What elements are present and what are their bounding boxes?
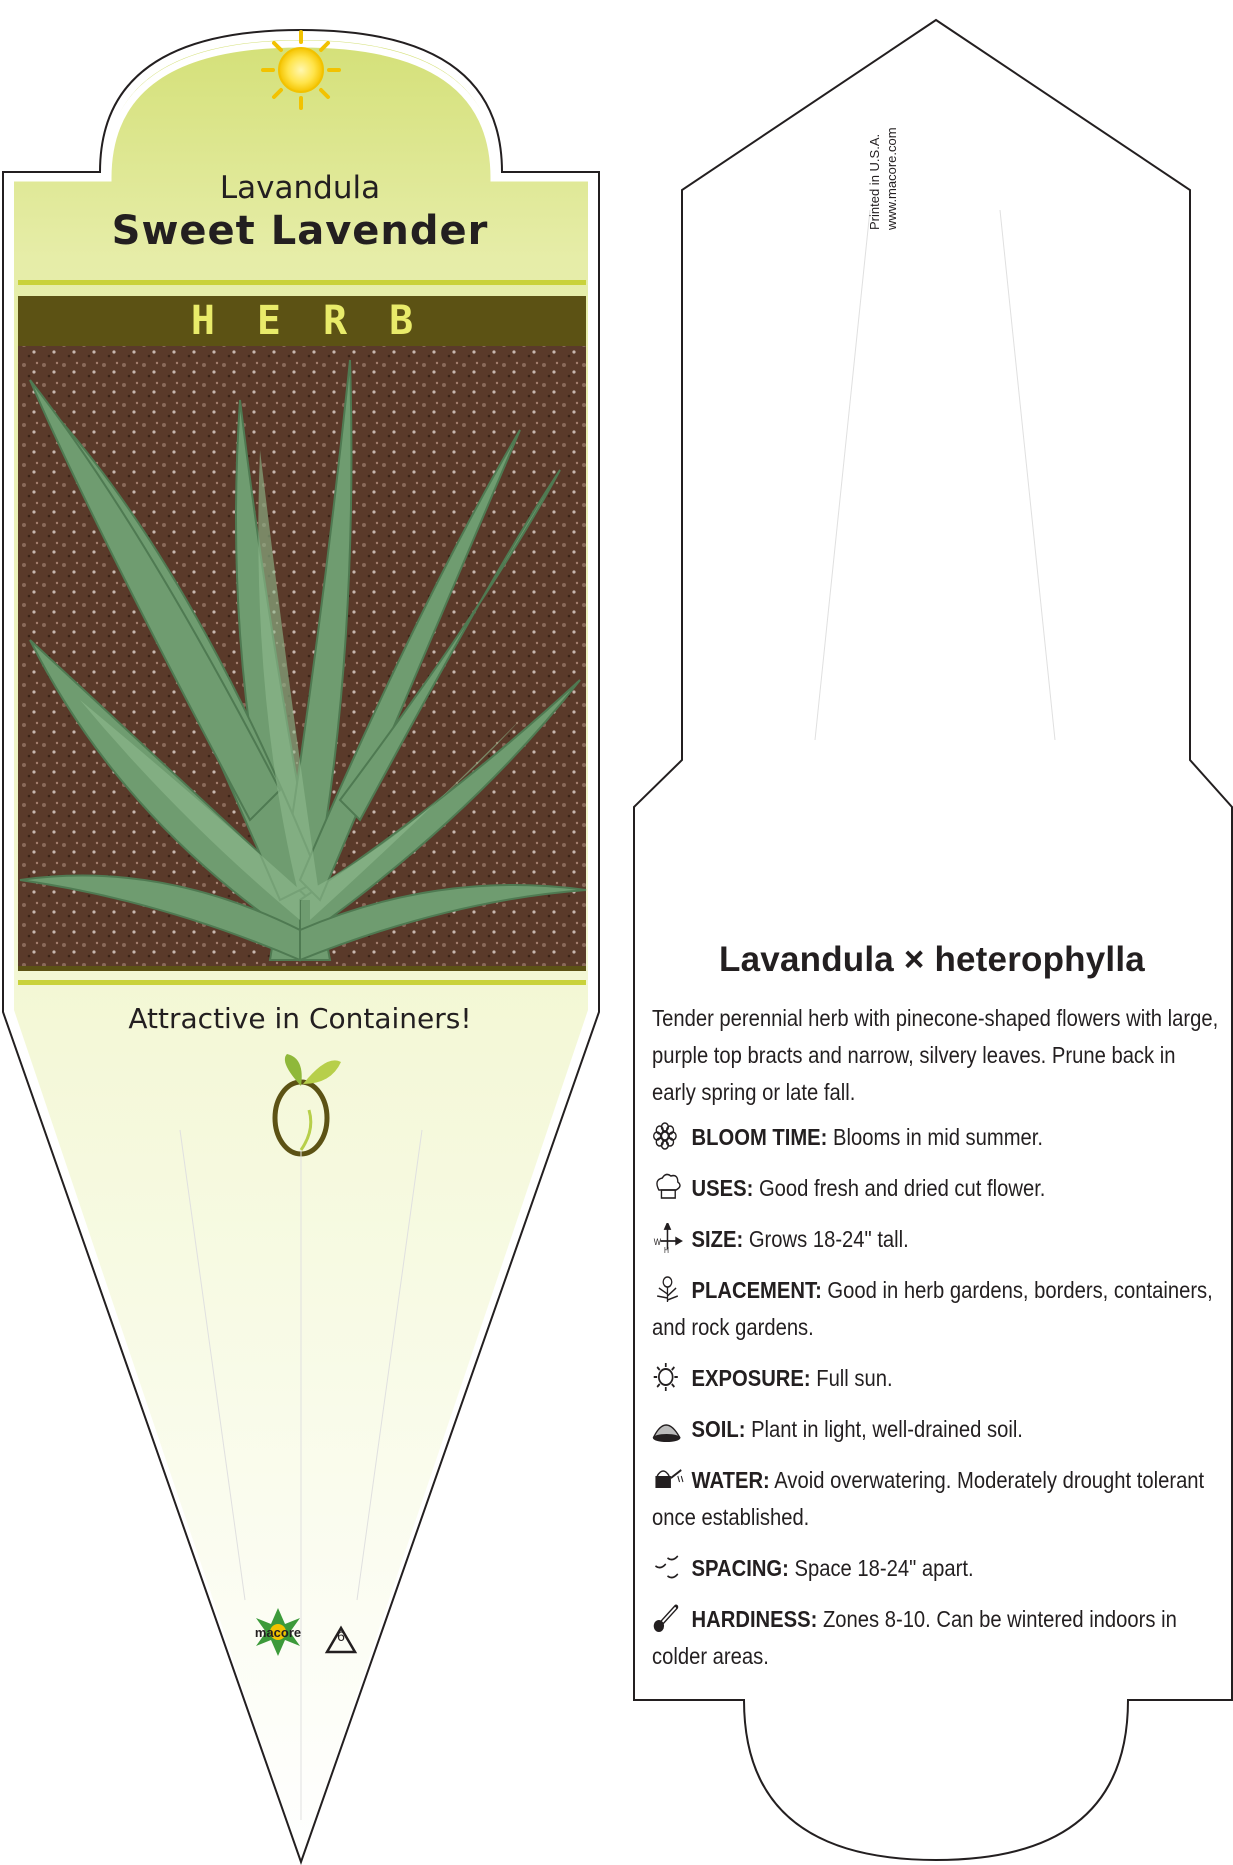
attribute-hardiness — [652, 1601, 1220, 1675]
attr-text: Avoid overwatering. Moderately drought tolerant once established. — [652, 1467, 1205, 1530]
back-info — [652, 940, 1222, 1689]
attr-text: Zones 8-10. Can be wintered indoors in colder areas. — [652, 1606, 1177, 1669]
attr-text: Good fresh and dried cut flower. — [758, 1175, 1046, 1201]
plant-description: Tender perennial herb with pinecone-shaped flowers with large, purple top bracts and narrow, silvery leaves. Prune back in early spring or late fall. — [652, 1005, 1219, 1105]
attr-label: HARDINESS: — [691, 1606, 818, 1632]
attr-label: BLOOM TIME: — [691, 1124, 828, 1150]
attribute-placement — [652, 1272, 1220, 1346]
attribute-uses — [652, 1170, 1220, 1207]
attribute-soil — [652, 1411, 1220, 1448]
svg-text:W: W — [653, 1236, 662, 1248]
attribute-water — [652, 1462, 1220, 1536]
botanical-name: Lavandula × heterophylla — [719, 940, 1145, 979]
flower-icon — [652, 1121, 692, 1151]
attr-label: PLACEMENT: — [691, 1277, 822, 1303]
attribute-size — [652, 1221, 1220, 1258]
chef-hat-icon — [652, 1172, 692, 1202]
genus-name: Lavandula — [219, 170, 381, 206]
attr-label: EXPOSURE: — [691, 1365, 811, 1391]
attr-label: SIZE: — [691, 1226, 744, 1252]
attr-text: Space 18-24" apart. — [794, 1555, 974, 1581]
recycle-code: 6 — [337, 1628, 345, 1644]
attr-label: WATER: — [691, 1467, 770, 1493]
watering-can-icon — [652, 1464, 692, 1494]
attribute-spacing — [652, 1550, 1220, 1587]
attr-text: Full sun. — [816, 1365, 893, 1391]
attr-text: Grows 18-24" tall. — [748, 1226, 909, 1252]
lavender-foliage-photo — [18, 346, 586, 966]
printed-in-usa — [866, 90, 900, 230]
common-name: Sweet Lavender — [111, 208, 489, 254]
garden-plants-icon — [652, 1274, 692, 1304]
attr-label: SPACING: — [691, 1555, 789, 1581]
printed-url: www.macore.com — [884, 127, 899, 230]
soil-mound-icon — [652, 1413, 692, 1443]
brand-name: macore — [254, 1625, 302, 1640]
thermometer-icon — [652, 1603, 692, 1633]
attribute-bloom-time — [652, 1119, 1220, 1156]
attr-label: SOIL: — [691, 1416, 746, 1442]
attr-text: Plant in light, well-drained soil. — [751, 1416, 1023, 1442]
attr-text: Blooms in mid summer. — [833, 1124, 1044, 1150]
category-band: HERB — [190, 298, 456, 344]
sun-icon — [263, 32, 339, 108]
attr-label: USES: — [691, 1175, 754, 1201]
svg-text:H: H — [664, 1245, 670, 1253]
spacing-arrows-icon — [652, 1552, 692, 1582]
printed-line-1: Printed in U.S.A. — [867, 133, 882, 230]
attribute-exposure — [652, 1360, 1220, 1397]
tagline: Attractive in Containers! — [128, 1002, 472, 1035]
attr-text: Good in herb gardens, borders, containers, and rock gardens. — [652, 1277, 1213, 1340]
size-arrows-icon — [652, 1223, 692, 1253]
sun-outline-icon — [652, 1362, 692, 1392]
